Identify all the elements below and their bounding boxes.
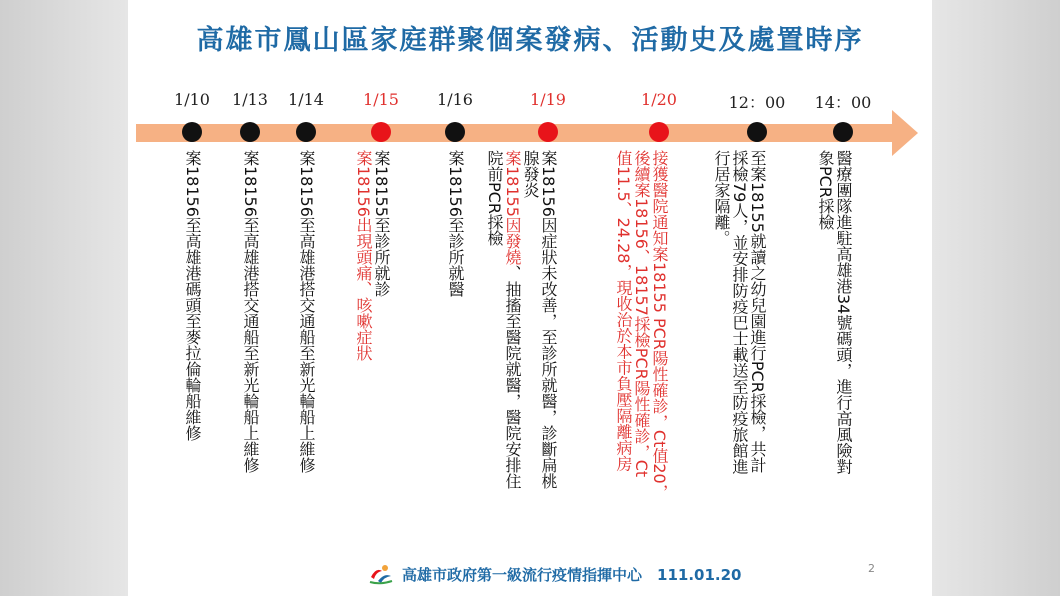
timeline-event-line: 案18156出現頭痛、咳嗽症狀 bbox=[354, 150, 373, 361]
timeline-dot bbox=[371, 122, 391, 142]
timeline-event bbox=[354, 150, 390, 361]
timeline-dot bbox=[649, 122, 669, 142]
timeline-event-line: 院前PCR採檢 bbox=[485, 150, 504, 246]
timeline-event-line: 案18156至高雄港搭交通船至新光輪船上維修 bbox=[297, 150, 316, 473]
timeline-date: 1/16 bbox=[437, 90, 473, 109]
timeline-date: 1/13 bbox=[232, 90, 268, 109]
timeline-event-line: 行居家隔離。 bbox=[712, 150, 731, 246]
kaohsiung-logo-icon bbox=[368, 563, 394, 585]
background-right bbox=[932, 0, 1060, 596]
timeline-event-line: 案18155至診所就診 bbox=[372, 150, 391, 297]
timeline-event-line: 案18156因症狀未改善，至診所就醫，診斷扁桃 bbox=[539, 150, 558, 489]
page-number: 2 bbox=[868, 562, 875, 575]
timeline-event-line: 案18156至高雄港碼頭至麥拉倫輪船維修 bbox=[183, 150, 202, 441]
timeline-event-line: 象PCR採檢 bbox=[816, 150, 835, 230]
background-left bbox=[0, 0, 128, 596]
timeline-dot bbox=[445, 122, 465, 142]
timeline-event-line: 案18156至高雄港搭交通船至新光輪船上維修 bbox=[241, 150, 260, 473]
timeline-date: 14：00 bbox=[814, 93, 872, 112]
slide bbox=[128, 0, 932, 596]
timeline-event-line: 採檢79人，並安排防疫巴士載送至防疫旅館進 bbox=[730, 150, 749, 475]
timeline-event bbox=[297, 150, 315, 473]
timeline-event-line: 接獲醫院通知案18155 PCR陽性確診，Ct值20， bbox=[650, 150, 669, 500]
timeline-date: 1/20 bbox=[641, 90, 677, 109]
footer bbox=[368, 563, 741, 585]
timeline-dot bbox=[538, 122, 558, 142]
timeline-event bbox=[485, 150, 557, 489]
timeline-dot bbox=[833, 122, 853, 142]
timeline-event-line: 醫療團隊進駐高雄港34號碼頭，進行高風險對 bbox=[834, 150, 853, 475]
timeline-event-line: 案18156至診所就醫 bbox=[446, 150, 465, 297]
timeline-event-line: 值11.5、24.28，現收治於本市負壓隔離病房 bbox=[614, 150, 633, 472]
timeline-event-line: 至案18155就讀之幼兒園進行PCR採檢，共計 bbox=[748, 150, 767, 473]
timeline-date: 1/15 bbox=[363, 90, 399, 109]
timeline-event bbox=[614, 150, 668, 500]
timeline-dot bbox=[182, 122, 202, 142]
timeline-event bbox=[816, 150, 852, 474]
timeline-event bbox=[712, 150, 766, 474]
timeline-date: 12：00 bbox=[728, 93, 786, 112]
timeline-event bbox=[183, 150, 201, 441]
timeline-date: 1/10 bbox=[174, 90, 210, 109]
timeline-dot bbox=[240, 122, 260, 142]
footer-org-text: 高雄市政府第一級流行疫情指揮中心 111.01.20 bbox=[402, 565, 742, 584]
timeline-date: 1/14 bbox=[288, 90, 324, 109]
timeline-date: 1/19 bbox=[530, 90, 566, 109]
timeline-event-line: 案18155因發燒、抽搐至醫院就醫，醫院安排住 bbox=[503, 150, 522, 489]
timeline-arrow-head bbox=[892, 110, 918, 156]
timeline-dot bbox=[747, 122, 767, 142]
timeline-dot bbox=[296, 122, 316, 142]
timeline-event bbox=[241, 150, 259, 473]
timeline-event-line: 腺發炎 bbox=[521, 150, 540, 198]
slide-title: 高雄市鳳山區家庭群聚個案發病、活動史及處置時序 bbox=[196, 25, 864, 56]
timeline-event-line: 後續案18156、18157採檢PCR陽性確診，Ct bbox=[632, 150, 651, 478]
timeline-event bbox=[446, 150, 464, 297]
